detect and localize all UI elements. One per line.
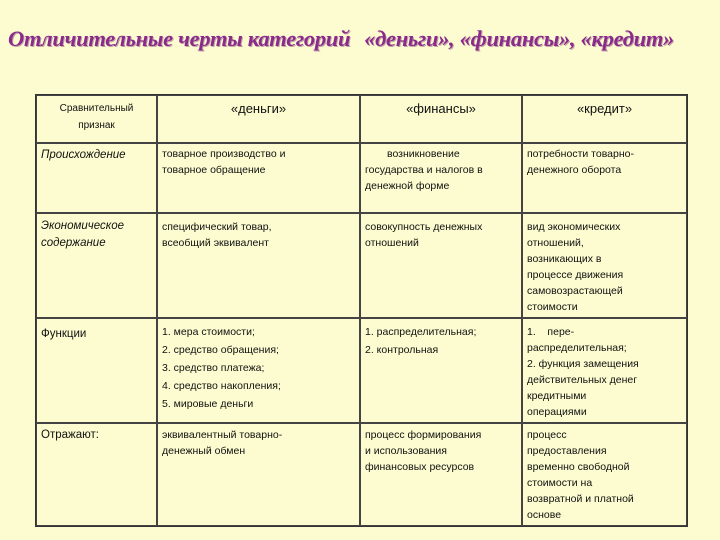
cell-credit-content (522, 213, 687, 318)
cell-finance-reflect (360, 423, 522, 526)
cell-line: временно свободной (527, 461, 630, 473)
row-label-line: Экономическое (41, 220, 124, 232)
cell-money-origin (157, 143, 360, 213)
cell-line: операциями (527, 406, 587, 418)
title-part-categories: Отличительные черты категорий (8, 26, 351, 51)
header-finance: «финансы» (360, 95, 522, 143)
cell-line: возвратной и платной (527, 493, 634, 505)
header-criterion-line: признак (78, 120, 115, 131)
cell-line: 1. распределительная; (365, 326, 477, 338)
cell-line: совокупность денежных (365, 221, 483, 233)
cell-line: финансовых ресурсов (365, 461, 475, 473)
cell-line: 2. средство обращения; (162, 344, 279, 356)
row-label-economic-content (36, 213, 157, 318)
cell-line: вид экономических (527, 221, 621, 233)
row-label-reflect: Отражают: (36, 423, 157, 526)
row-functions (36, 318, 687, 423)
cell-line: отношений, (527, 237, 584, 249)
cell-line: 4. средство накопления; (162, 380, 281, 392)
row-label-functions: Функции (36, 318, 157, 423)
row-origin (36, 143, 687, 213)
cell-line: предоставления (527, 445, 607, 457)
cell-line: товарное производство и (162, 148, 286, 160)
cell-money-content (157, 213, 360, 318)
cell-line: 1. мера стоимости; (162, 326, 255, 338)
cell-finance-content (360, 213, 522, 318)
cell-money-reflect (157, 423, 360, 526)
cell-finance-origin (360, 143, 522, 213)
cell-line: денежной форме (365, 180, 450, 192)
cell-line: самовозрастающей (527, 285, 623, 297)
cell-line: возникновение (387, 148, 460, 160)
header-criterion-line: Сравнительный (59, 103, 134, 114)
cell-finance-functions (360, 318, 522, 423)
row-label-line: содержание (41, 237, 106, 249)
row-label-origin: Происхождение (36, 143, 157, 213)
cell-line: процессе движения (527, 269, 624, 281)
cell-line: 1. пере- (527, 326, 575, 338)
cell-line: специфический товар, (162, 221, 272, 233)
cell-line: процесс (527, 429, 567, 441)
cell-line: 3. средство платежа; (162, 362, 265, 374)
header-criterion (36, 95, 157, 143)
cell-money-functions (157, 318, 360, 423)
cell-line: товарное обращение (162, 164, 266, 176)
cell-line: возникающих в (527, 253, 602, 265)
cell-line: действительных денег (527, 374, 638, 386)
cell-line: денежный обмен (162, 445, 246, 457)
comparison-table (35, 94, 688, 527)
cell-credit-origin (522, 143, 687, 213)
cell-line: всеобщий эквивалент (162, 237, 269, 249)
cell-line: стоимости на (527, 477, 593, 489)
cell-line: 2. контрольная (365, 344, 439, 356)
header-row (36, 95, 687, 143)
cell-credit-reflect (522, 423, 687, 526)
cell-credit-functions (522, 318, 687, 423)
cell-line: эквивалентный товарно- (162, 429, 283, 441)
cell-line: процесс формирования (365, 429, 482, 441)
header-money: «деньги» (157, 95, 360, 143)
cell-line: денежного оборота (527, 164, 622, 176)
page-title (8, 26, 718, 52)
cell-line: распределительная; (527, 342, 627, 354)
cell-line: основе (527, 509, 562, 521)
row-reflect (36, 423, 687, 526)
cell-line: 5. мировые деньги (162, 398, 254, 410)
cell-line: государства и налогов в (365, 164, 483, 176)
cell-line: потребности товарно- (527, 148, 634, 160)
title-part-terms: «деньги», «финансы», «кредит» (364, 26, 674, 51)
cell-line: 2. функция замещения (527, 358, 639, 370)
cell-line: кредитными (527, 390, 587, 402)
header-credit: «кредит» (522, 95, 687, 143)
row-economic-content (36, 213, 687, 318)
cell-line: отношений (365, 237, 419, 249)
cell-line: и использования (365, 445, 447, 457)
cell-line: стоимости (527, 301, 578, 313)
